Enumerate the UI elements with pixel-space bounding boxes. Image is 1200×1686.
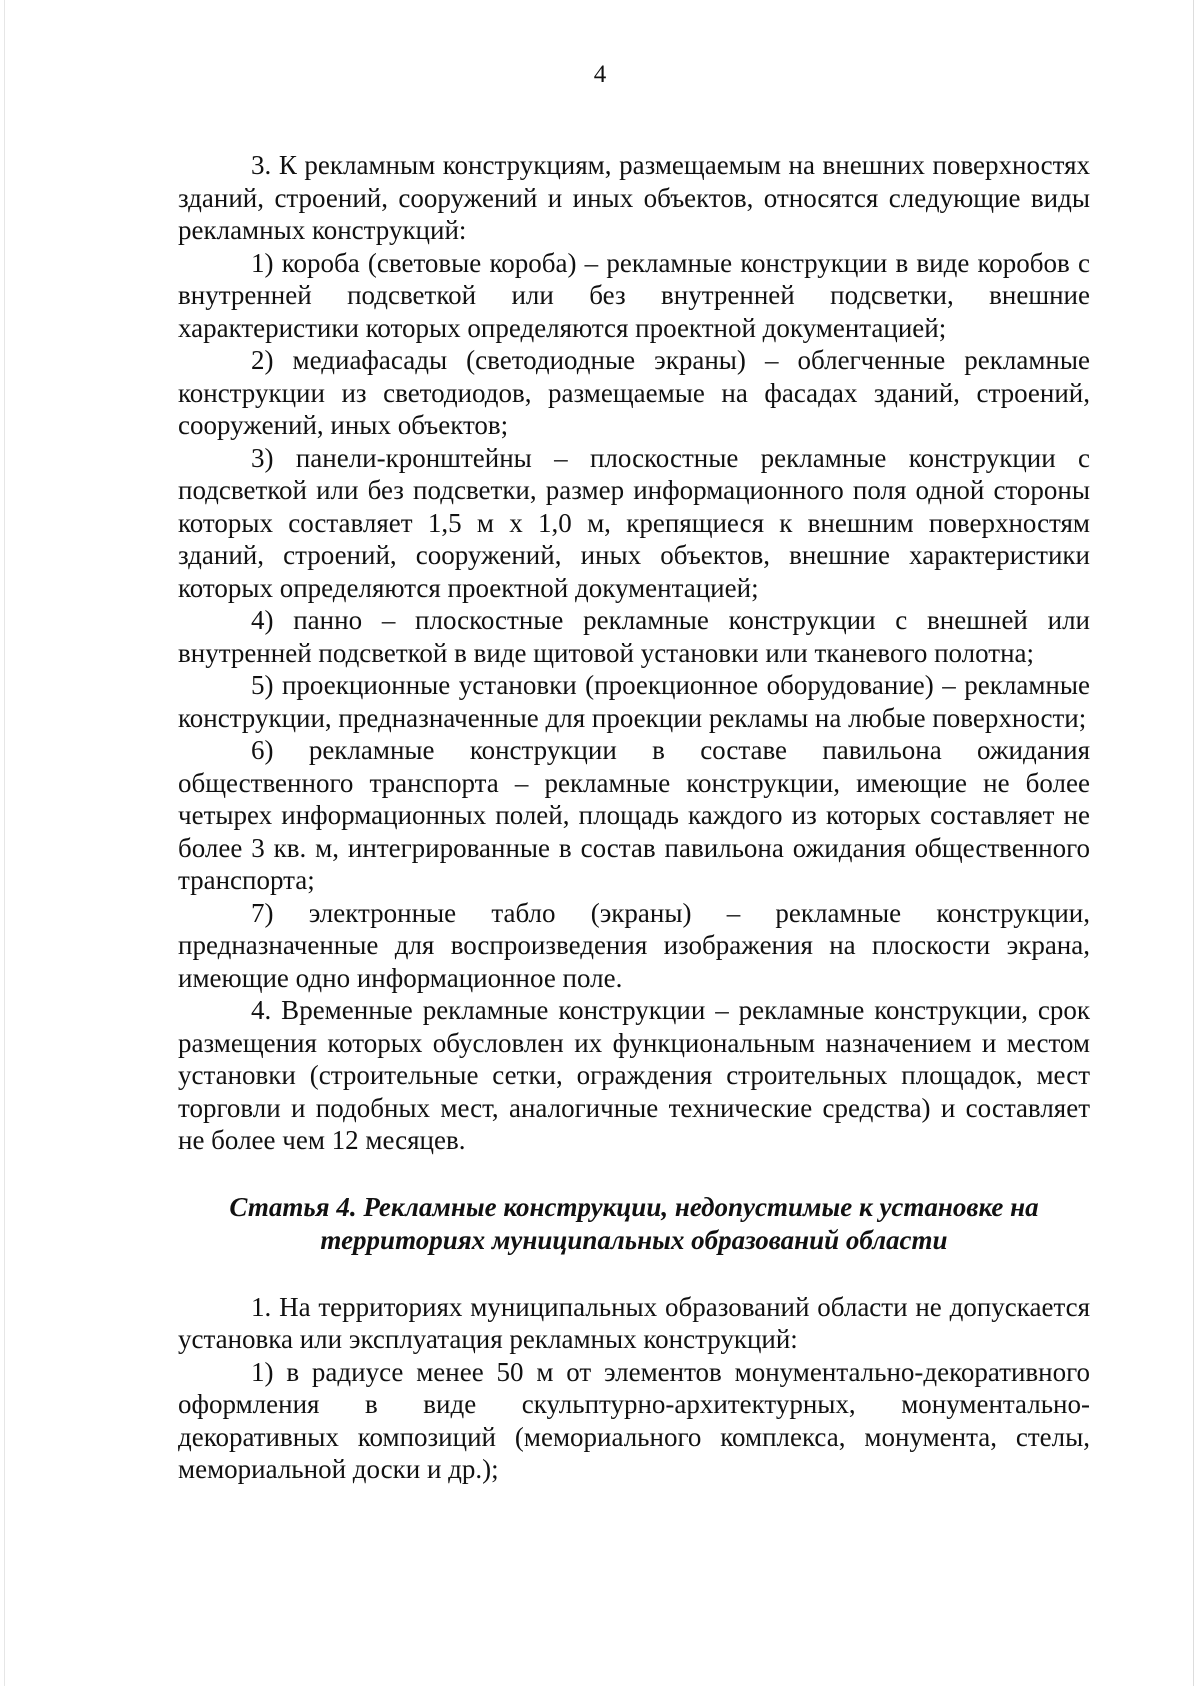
section-3-intro: 3. К рекламным конструкциям, размещаемым на внешних поверхностях зданий, строений, сооружений и иных объектов, относятся следующие виды рекламных конструкций: <box>178 150 1090 245</box>
list-item: 7) электронные табло (экраны) – рекламные конструкции, предназначенные для воспроизведения изображения на плоскости экрана, имеющие одно информационное поле. <box>178 897 1090 993</box>
page-number: 4 <box>593 61 607 88</box>
list-item: 3) панели-кронштейны – плоскостные рекламные конструкции с подсветкой или без подсветки, размер информационного поля одной стороны которых составляет 1,5 м х 1,0 м, крепящиеся к внешним поверхностям зданий, строений, сооружений, иных объектов, внешние характеристики которых определяются проектной документацией; <box>178 442 1090 603</box>
list-item: 4) панно – плоскостные рекламные конструкции с внешней или внутренней подсветкой в виде щитовой установки или тканевого полотна; <box>178 605 1090 668</box>
section-4-paragraph: 4. Временные рекламные конструкции – рекламные конструкции, срок размещения которых обусловлен их функциональным назначением и местом установки (строительные сетки, ограждения строительных площадок, мест торговли и подобных мест, аналогичные технические средства) и составляет не более чем 12 месяцев. <box>178 995 1090 1155</box>
article-4-paragraph: 1. На территориях муниципальных образований области не допускается установка или эксплуатация рекламных конструкций: <box>178 1291 1090 1354</box>
list-item: 6) рекламные конструкции в составе павильона ожидания общественного транспорта – рекламные конструкции, имеющие не более четырех информационных полей, площадь каждого из которых составляет не более 3 кв. м, интегрированные в состав павильона ожидания общественного транспорта; <box>178 735 1090 895</box>
scan-edge <box>4 0 5 1686</box>
list-item: 1) в радиусе менее 50 м от элементов монументально-декоративного оформления в виде скульптурно-архитектурных, монументально-декоративных композиций (мемориального комплекса, монумента, стелы, мемориальной доски и др.); <box>178 1356 1090 1484</box>
article-heading-line: Статья 4. Рекламные конструкции, недопустимые к установке на <box>229 1191 1039 1222</box>
list-item: 1) короба (световые короба) – рекламные конструкции в виде коробов с внутренней подсветкой или без внутренней подсветки, внешние характеристики которых определяются проектной документацией; <box>178 247 1090 343</box>
article-heading <box>178 1191 1090 1257</box>
scan-edge <box>1193 0 1194 1686</box>
list-item: 5) проекционные установки (проекционное оборудование) – рекламные конструкции, предназначенные для проекции рекламы на любые поверхности; <box>178 670 1090 733</box>
document-body <box>178 149 1090 1486</box>
list-item: 2) медиафасады (светодиодные экраны) – облегченные рекламные конструкции из светодиодов, размещаемые на фасадах зданий, строений, сооружений, иных объектов; <box>178 345 1090 440</box>
article-heading-line: территориях муниципальных образований области <box>320 1224 948 1255</box>
